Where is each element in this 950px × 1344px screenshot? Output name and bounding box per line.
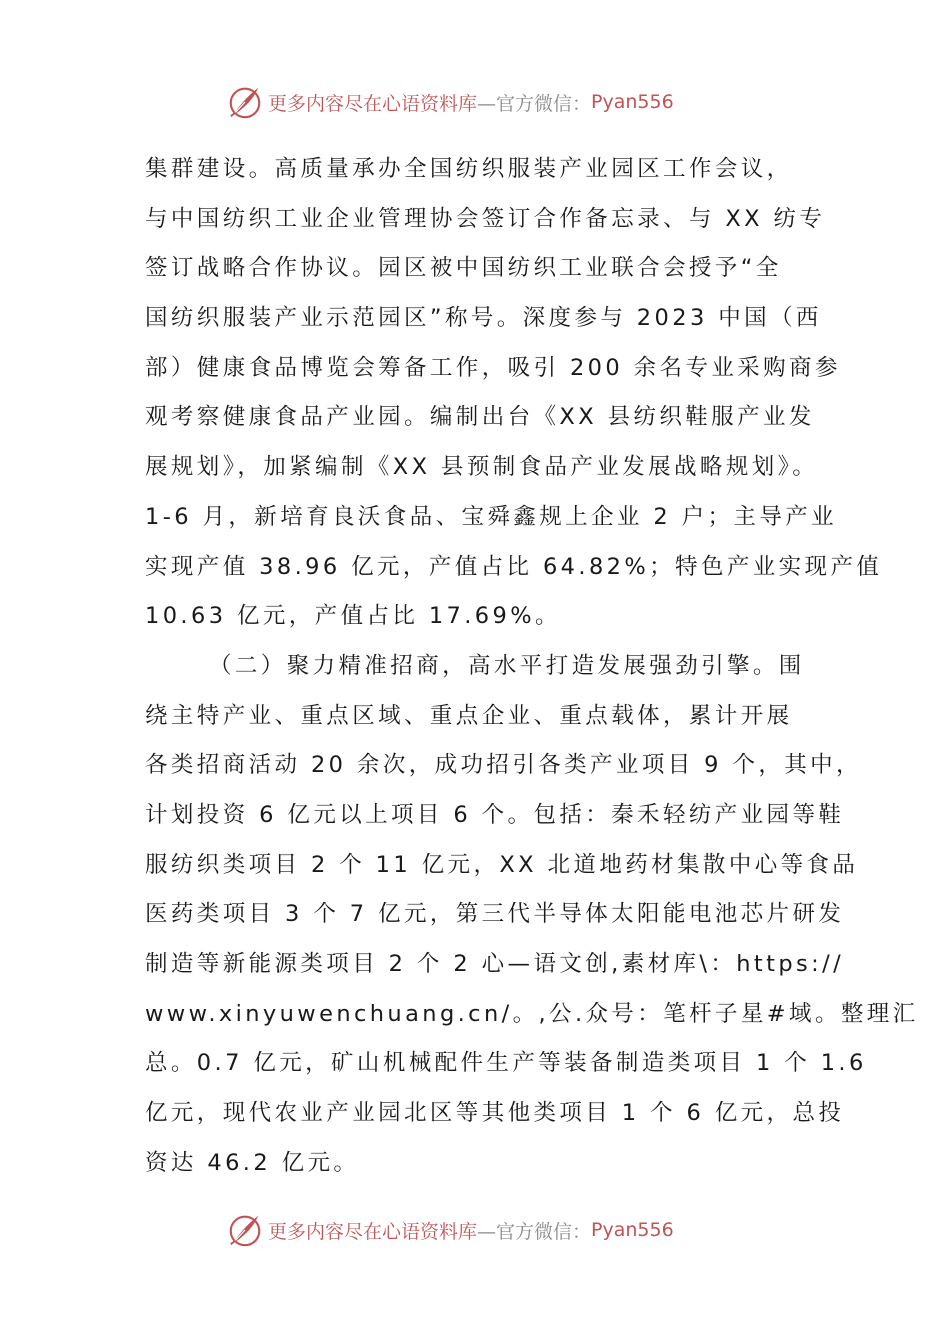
- quill-logo-icon: [226, 83, 264, 121]
- watermark-main-text: 更多内容尽在心语资料库: [268, 92, 478, 115]
- text-line: 总。0.7 亿元，矿山机械配件生产等装备制造类项目 1 个 1.6: [145, 1050, 867, 1077]
- quill-logo-icon: [226, 1211, 264, 1249]
- header-watermark: [226, 82, 674, 122]
- text-line: 签订战略合作协议。园区被中国纺织工业联合会授予“全: [145, 255, 782, 282]
- text-line: 计划投资 6 亿元以上项目 6 个。包括：秦禾轻纺产业园等鞋: [145, 801, 845, 828]
- text-line: 资达 46.2 亿元。: [145, 1149, 360, 1176]
- watermark-sub-text: —官方微信：: [477, 92, 592, 115]
- watermark-wechat-id: Pyan556: [591, 91, 674, 113]
- text-line: 与中国纺织工业企业管理协会签订合作备忘录、与 XX 纺专: [145, 205, 826, 232]
- text-line: 展规划》，加紧编制《XX 县预制食品产业发展战略规划》。: [145, 454, 819, 481]
- paragraph-1: [145, 145, 883, 642]
- footer-watermark: [226, 1210, 674, 1250]
- text-line: 部）健康食品博览会筹备工作，吸引 200 余名专业采购商参: [145, 354, 841, 381]
- text-line: 实现产值 38.96 亿元，产值占比 64.82%；特色产业实现产值: [145, 553, 883, 580]
- paragraph-2: [145, 642, 919, 1189]
- text-line: 服纺织类项目 2 个 11 亿元，XX 北道地药材集散中心等食品: [145, 851, 859, 878]
- text-line: 各类招商活动 20 余次，成功招引各类产业项目 9 个，其中，: [145, 752, 862, 779]
- text-line: 集群建设。高质量承办全国纺织服装产业园区工作会议，: [145, 156, 793, 182]
- text-line: 观考察健康食品产业园。编制出台《XX 县纺织鞋服产业发: [145, 404, 815, 431]
- body-text: [145, 145, 919, 1188]
- text-line: 1-6 月，新培育良沃食品、宝舜鑫规上企业 2 户；主导产业: [145, 503, 838, 530]
- text-line: 医药类项目 3 个 7 亿元，第三代半导体太阳能电池芯片研发: [145, 901, 845, 928]
- watermark-main-text: 更多内容尽在心语资料库: [268, 1220, 478, 1243]
- text-line: 国纺织服装产业示范园区”称号。深度参与 2023 中国（西: [145, 305, 822, 332]
- text-line: 制造等新能源类项目 2 个 2 心—语文创,素材库\：https://: [145, 951, 845, 977]
- text-line: 10.63 亿元，产值占比 17.69%。: [145, 603, 561, 630]
- text-line: www.xinyuwenchuang.cn/。,公.众号：笔杆子星#域。整理汇: [145, 1000, 919, 1027]
- watermark-wechat-id: Pyan556: [591, 1219, 674, 1241]
- section-heading-line: （二）聚力精准招商，高水平打造发展强劲引擎。围: [209, 652, 805, 679]
- watermark-sub-text: —官方微信：: [477, 1220, 592, 1243]
- text-line: 绕主特产业、重点区域、重点企业、重点载体，累计开展: [145, 702, 793, 729]
- text-line: 亿元，现代农业产业园北区等其他类项目 1 个 6 亿元，总投: [145, 1100, 845, 1127]
